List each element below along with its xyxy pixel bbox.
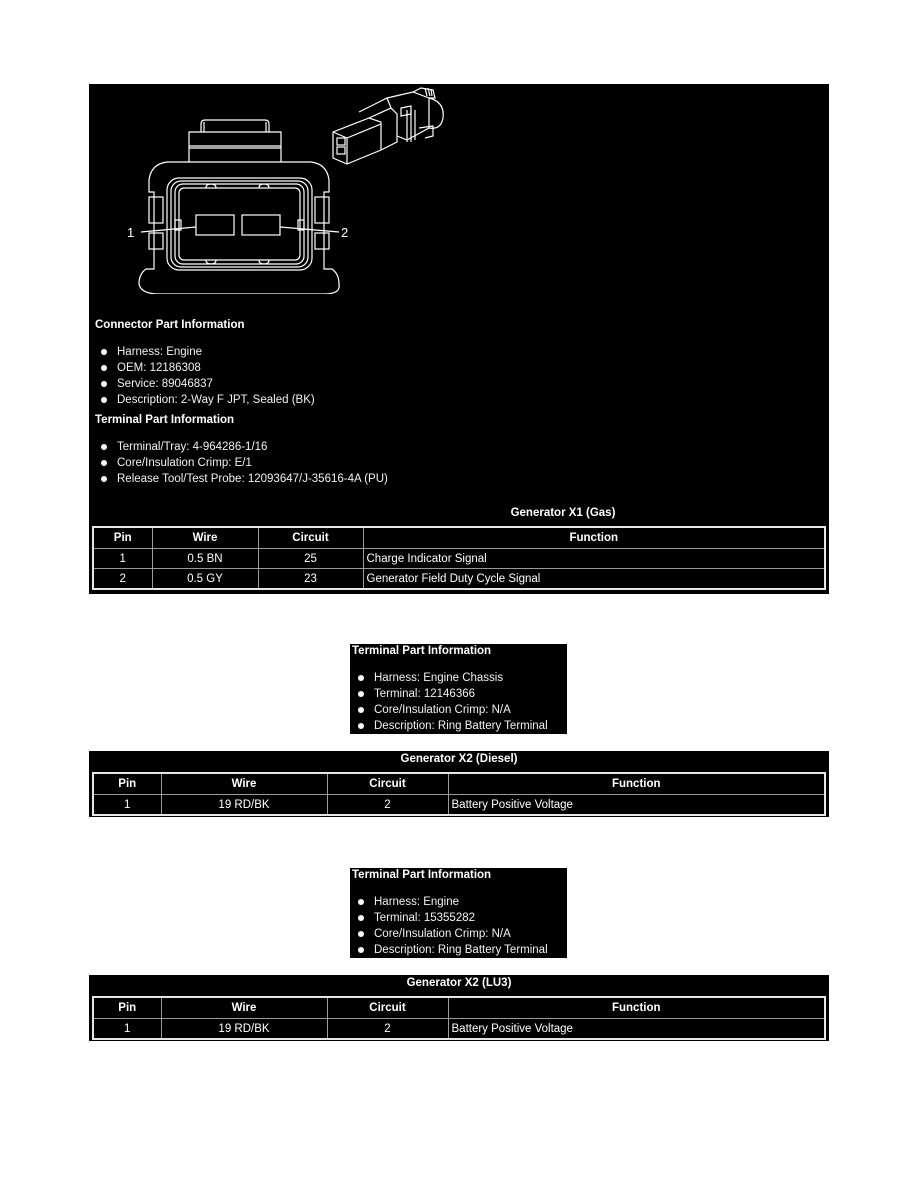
terminal-part-info-list xyxy=(352,894,548,958)
header-function: Function xyxy=(363,527,825,549)
header-wire: Wire xyxy=(161,997,327,1019)
terminal-part-info-title: Terminal Part Information xyxy=(352,869,492,881)
list-item: Service: 89046837 xyxy=(95,376,315,392)
cell-function: Battery Positive Voltage xyxy=(448,1019,825,1040)
generator-x1-panel xyxy=(89,84,829,594)
cell-pin: 2 xyxy=(93,569,152,590)
header-wire: Wire xyxy=(152,527,258,549)
cell-function: Battery Positive Voltage xyxy=(448,795,825,816)
header-pin: Pin xyxy=(93,997,161,1019)
terminal-part-info-list xyxy=(95,439,388,487)
list-item: Release Tool/Test Probe: 12093647/J-35616-4A (PU) xyxy=(95,471,388,487)
connector-part-info-list xyxy=(95,344,315,408)
list-item: Description: Ring Battery Terminal xyxy=(352,718,548,734)
list-item: Description: 2-Way F JPT, Sealed (BK) xyxy=(95,392,315,408)
cell-wire: 0.5 BN xyxy=(152,549,258,569)
generator-x2-diesel-panel xyxy=(89,751,829,817)
list-item: Terminal: 12146366 xyxy=(352,686,548,702)
header-circuit: Circuit xyxy=(327,997,448,1019)
table-caption: Generator X2 (LU3) xyxy=(406,977,512,989)
list-item: Harness: Engine xyxy=(352,894,548,910)
list-item: OEM: 12186308 xyxy=(95,360,315,376)
cell-pin: 1 xyxy=(93,795,161,816)
header-function: Function xyxy=(448,773,825,795)
generator-x2-lu3-panel xyxy=(89,975,829,1041)
table-caption: Generator X1 (Gas) xyxy=(510,507,616,519)
list-item: Description: Ring Battery Terminal xyxy=(352,942,548,958)
header-function: Function xyxy=(448,997,825,1019)
header-circuit: Circuit xyxy=(258,527,363,549)
list-item: Core/Insulation Crimp: N/A xyxy=(352,926,548,942)
cell-circuit: 25 xyxy=(258,549,363,569)
terminal-part-info-list xyxy=(352,670,548,734)
list-item: Terminal/Tray: 4-964286-1/16 xyxy=(95,439,388,455)
cell-circuit: 2 xyxy=(327,795,448,816)
cell-function: Generator Field Duty Cycle Signal xyxy=(363,569,825,590)
header-circuit: Circuit xyxy=(327,773,448,795)
terminal-part-info-title: Terminal Part Information xyxy=(95,414,235,426)
header-wire: Wire xyxy=(161,773,327,795)
list-item: Harness: Engine Chassis xyxy=(352,670,548,686)
list-item: Terminal: 15355282 xyxy=(352,910,548,926)
cell-function: Charge Indicator Signal xyxy=(363,549,825,569)
cell-wire: 19 RD/BK xyxy=(161,1019,327,1040)
connector-face-diagram xyxy=(89,84,469,294)
x2-diesel-terminal-info-panel xyxy=(350,644,567,734)
table-row xyxy=(93,1019,825,1040)
cell-circuit: 2 xyxy=(327,1019,448,1040)
pin-label-2: 2 xyxy=(341,225,349,240)
pin-label-1: 1 xyxy=(127,225,135,240)
connector-part-info-title: Connector Part Information xyxy=(95,319,245,331)
table-header-row xyxy=(93,527,825,549)
header-pin: Pin xyxy=(93,527,152,549)
list-item: Core/Insulation Crimp: N/A xyxy=(352,702,548,718)
table-header-row xyxy=(93,773,825,795)
generator-x2-lu3-table xyxy=(92,996,826,1040)
cell-pin: 1 xyxy=(93,1019,161,1040)
list-item: Harness: Engine xyxy=(95,344,315,360)
cell-wire: 0.5 GY xyxy=(152,569,258,590)
x2-lu3-terminal-info-panel xyxy=(350,868,567,958)
table-row xyxy=(93,549,825,569)
cell-pin: 1 xyxy=(93,549,152,569)
table-caption: Generator X2 (Diesel) xyxy=(400,753,518,765)
table-header-row xyxy=(93,997,825,1019)
table-row xyxy=(93,569,825,590)
terminal-part-info-title: Terminal Part Information xyxy=(352,645,492,657)
generator-x1-table xyxy=(92,526,826,590)
table-row xyxy=(93,795,825,816)
list-item: Core/Insulation Crimp: E/1 xyxy=(95,455,388,471)
generator-x2-diesel-table xyxy=(92,772,826,816)
cell-wire: 19 RD/BK xyxy=(161,795,327,816)
cell-circuit: 23 xyxy=(258,569,363,590)
header-pin: Pin xyxy=(93,773,161,795)
